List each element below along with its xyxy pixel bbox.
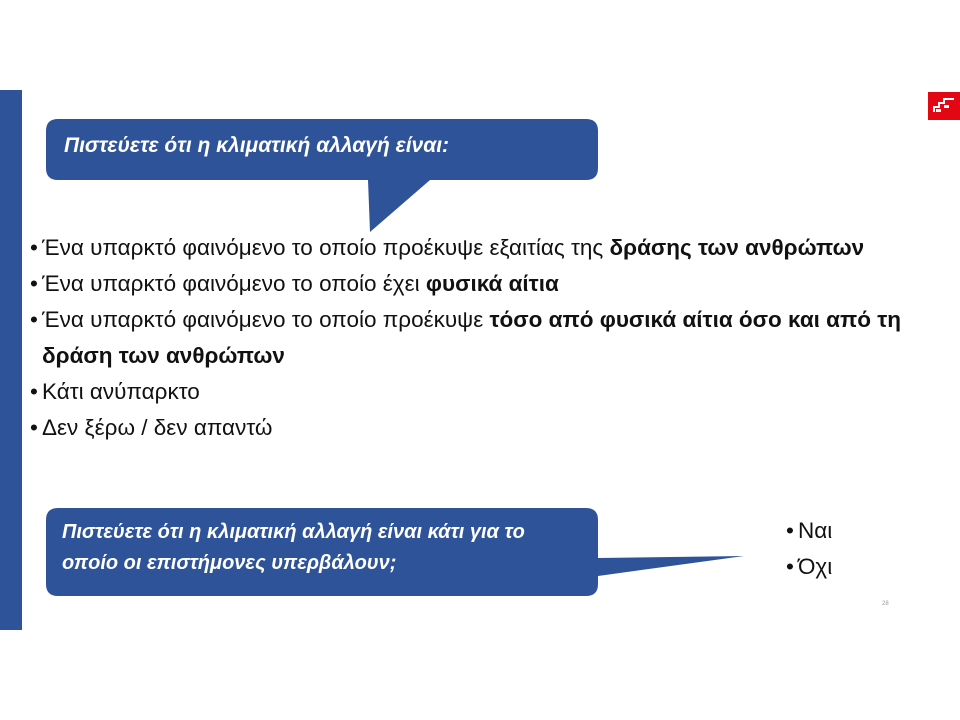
answer-emphasis: φυσικά αίτια xyxy=(425,271,559,296)
answer-text: Κάτι ανύπαρκτο xyxy=(42,379,200,404)
answer-text: Ένα υπαρκτό φαινόμενο το οποίο προέκυψε εξαιτίας της xyxy=(42,235,610,260)
answer-list xyxy=(28,230,948,446)
answer-item xyxy=(28,302,948,374)
answer-item xyxy=(28,374,948,410)
answer-emphasis: τόσο από φυσικά αίτια όσο και από τη δράση των ανθρώπων xyxy=(42,307,902,368)
answer-item xyxy=(28,410,948,446)
answer-emphasis: δράσης των ανθρώπων xyxy=(609,235,865,260)
yes-option: • Ναι xyxy=(784,513,832,549)
no-option: • Όχι xyxy=(784,549,832,585)
answer-item xyxy=(28,230,948,266)
answer-item xyxy=(28,266,948,302)
answer-text: Δεν ξέρω / δεν απαντώ xyxy=(42,415,273,440)
question-2-text: Πιστεύετε ότι η κλιματική αλλαγή είναι κάτι για το οποίο οι επιστήμονες υπερβάλουν; xyxy=(62,521,525,574)
answer-text: Ένα υπαρκτό φαινόμενο το οποίο έχει xyxy=(42,271,426,296)
page-number: 28 xyxy=(882,601,889,607)
answer-text: Ένα υπαρκτό φαινόμενο το οποίο προέκυψε xyxy=(42,307,490,332)
yes-no-list xyxy=(784,513,832,585)
question-1-text: Πιστεύετε ότι η κλιματική αλλαγή είναι: xyxy=(64,134,450,157)
